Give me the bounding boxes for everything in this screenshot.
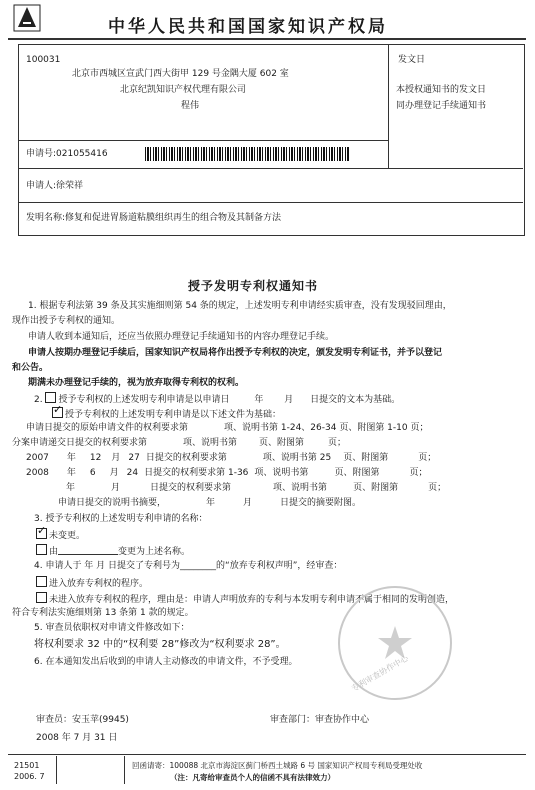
row-2007: 2007 年 12 月 27 日提交的权利要求第 项、说明书第 25 页、附图第 页； (26, 453, 437, 463)
footer-note: （注：凡寄给审查员个人的信函不具有法律效力） (170, 773, 335, 782)
item-5: 5. 审查员依职权对申请文件修改如下： (34, 623, 190, 633)
form-code: 21501 (14, 761, 40, 770)
item-4a: 进入放弃专利权的程序。 (36, 576, 148, 590)
invention-value: 修复和促进胃肠道粘膜组织再生的组合物及其制备方法 (65, 213, 282, 223)
row-2008: 2008 年 6 月 24 日提交的权利要求第 1-36 项、说明书第 页、附图第 页； (26, 468, 428, 478)
item-4b: 未进入放弃专利权的程序，理由是：申请人声明放弃的专利与本发明专利申请不属于相同的发明创造， (36, 592, 454, 606)
agency-name: 北京纪凯知识产权代理有限公司 (120, 85, 247, 95)
item-6: 6. 在本通知发出后收到的申请人主动修改的申请文件，不予受理。 (34, 657, 298, 667)
item-4b-cont: 符合专利法实施细则第 13 条第 1 款的规定。 (12, 608, 194, 618)
return-address: 回函请寄：100088 北京市海淀区蓟门桥西土城路 6 号 国家知识产权局专利局受理处收 (132, 761, 423, 770)
issue-date: 2008 年 7 月 31 日 (36, 733, 118, 743)
checkbox-3b[interactable] (36, 544, 47, 555)
examiner: 审查员：安玉苹(9945) (36, 715, 129, 725)
logo-icon (12, 3, 42, 33)
item-4: 4. 申请人于 年 月 日提交了专利号为________的“放弃专利权声明”，经审查： (34, 561, 343, 571)
applicant-value: 徐荣祥 (56, 181, 84, 191)
mailing-address: 北京市西城区宣武门西大街甲 129 号金隅大厦 602 室 (72, 69, 289, 79)
invention-title (26, 212, 281, 224)
item-3: 3. 授予专利权的上述发明专利申请的名称： (34, 514, 208, 524)
seal-text: 专利审查协作中心 (350, 653, 410, 694)
checkbox-2a[interactable] (45, 392, 56, 403)
checkbox-2b[interactable] (52, 407, 63, 418)
application-number-value: 021055416 (56, 149, 108, 159)
form-year: 2006. 7 (14, 772, 45, 781)
application-number (26, 148, 108, 160)
application-number-label: 申请号: (26, 149, 57, 159)
row-abstract: 申请日提交的说明书摘要， 年 月 日提交的摘要附图。 (58, 498, 362, 508)
notice-title: 授予发明专利权通知书 (188, 279, 319, 293)
item-2a: 2. 授予专利权的上述发明专利申请是以申请日 年 月 日提交的文本为基础。 (34, 392, 400, 406)
para-3a: 申请人按期办理登记手续后，国家知识产权局将作出授予专利权的决定，颁发发明专利证书，并予以登记 (28, 348, 443, 358)
recipient-name: 程伟 (181, 101, 200, 111)
item-5-detail: 将权利要求 32 中的“权利要 28”修改为“权利要求 28”。 (34, 639, 286, 650)
para-3b: 和公告。 (12, 363, 49, 373)
notice-line-2: 同办理登记手续通知书 (396, 101, 487, 111)
row-original: 申请日提交的原始申请文件的权利要求第 项、说明书第 1-24、26-34 页、附图第 1-10 页； (26, 423, 429, 433)
row-divisional: 分案申请递交日提交的权利要求第 项、说明书第 页、附图第 页； (12, 438, 347, 448)
official-seal (338, 586, 452, 700)
para-1b: 现作出授予专利权的通知。 (12, 316, 121, 326)
item-3b: 由 变更为上述名称。 (36, 544, 190, 558)
invention-label: 发明名称: (26, 213, 66, 223)
barcode (145, 147, 350, 161)
para-2: 申请人收到本通知后，还应当依照办理登记手续通知书的内容办理登记手续。 (28, 332, 335, 342)
examining-dept: 审查部门：审查协作中心 (270, 715, 370, 725)
para-4: 期满未办理登记手续的，视为放弃取得专利权的权利。 (28, 378, 245, 388)
checkbox-4a[interactable] (36, 576, 47, 587)
postcode: 100031 (26, 55, 61, 65)
item-2b: ✓授予专利权的上述发明专利申请是以下述文件为基础： (52, 407, 281, 421)
applicant (26, 180, 83, 192)
item-3a: ✓未变更。 (36, 528, 85, 542)
applicant-label: 申请人: (26, 181, 57, 191)
checkbox-3a[interactable] (36, 528, 47, 539)
notice-line-1: 本授权通知书的发文日 (396, 85, 487, 95)
page-title: 中华人民共和国国家知识产权局 (108, 17, 388, 37)
para-1a: 1. 根据专利法第 39 条及其实施细则第 54 条的规定，上述发明专利申请经实质审查，没有发现驳回理由， (28, 301, 452, 311)
issue-date-label: 发文日 (398, 55, 426, 65)
checkbox-4b[interactable] (36, 592, 47, 603)
row-blank: 年 月 日提交的权利要求第 项、说明书第 页、附图第 页； (66, 483, 447, 493)
